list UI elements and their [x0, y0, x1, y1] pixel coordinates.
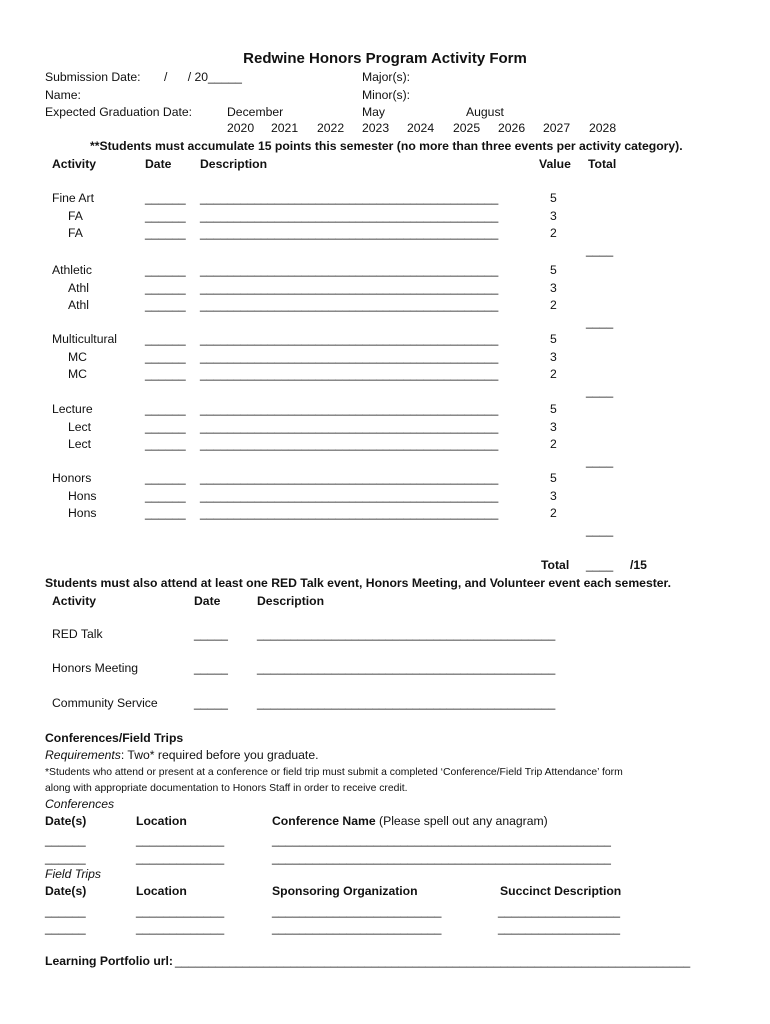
activity-description-field[interactable]: ____________________________________________ — [200, 402, 499, 416]
category-subrow-label: Athl — [68, 298, 90, 312]
point-value: 2 — [550, 226, 557, 240]
point-value: 5 — [550, 471, 557, 485]
event-date-field[interactable]: _____ — [194, 661, 228, 675]
event-date-field[interactable]: _____ — [194, 696, 228, 710]
category-subrow-label: Hons — [68, 506, 97, 520]
point-value: 3 — [550, 350, 557, 364]
portfolio-label: Learning Portfolio url: — [45, 954, 173, 968]
term-may[interactable]: May — [362, 105, 386, 119]
trip-date-field[interactable]: ______ — [45, 904, 86, 918]
point-value: 5 — [550, 263, 557, 277]
portfolio-url-field[interactable]: ____________________________________________________________________________ — [175, 954, 691, 968]
year-option[interactable]: 2022 — [317, 121, 345, 135]
activity-description-field[interactable]: ____________________________________________ — [200, 437, 499, 451]
column-header-activity: Activity — [52, 157, 97, 171]
minors-label: Minor(s): — [362, 88, 411, 102]
year-option[interactable]: 2021 — [271, 121, 299, 135]
activity-date-field[interactable]: ______ — [145, 209, 186, 223]
category-name: Athletic — [52, 263, 92, 277]
activity-description-field[interactable]: ____________________________________________ — [200, 209, 499, 223]
term-december[interactable]: December — [227, 105, 284, 119]
activity-date-field[interactable]: ______ — [145, 191, 186, 205]
event-activity-label: RED Talk — [52, 627, 103, 641]
majors-label: Major(s): — [362, 70, 411, 84]
submission-date-label: Submission Date: — [45, 70, 141, 84]
category-total-field[interactable]: ____ — [586, 315, 614, 329]
sponsoring-org-field[interactable]: _________________________ — [272, 904, 442, 918]
category-subrow-label: MC — [68, 367, 87, 381]
term-august[interactable]: August — [466, 105, 504, 119]
point-value: 5 — [550, 191, 557, 205]
succinct-desc-label: Succinct Description — [500, 884, 622, 898]
activity-description-field[interactable]: ____________________________________________ — [200, 350, 499, 364]
conf-location-label: Location — [136, 814, 187, 828]
activity-description-field[interactable]: ____________________________________________ — [200, 281, 499, 295]
trip-location-label: Location — [136, 884, 187, 898]
point-value: 2 — [550, 298, 557, 312]
point-value: 3 — [550, 489, 557, 503]
sponsoring-org-label: Sponsoring Organization — [272, 884, 418, 898]
activity-date-field[interactable]: ______ — [145, 263, 186, 277]
requirements-text: : Two* required before you graduate. — [120, 748, 319, 762]
attend-note: Students must also attend at least one RED Talk event, Honors Meeting, and Volunteer event each semester. — [45, 576, 672, 590]
trip-location-field[interactable]: _____________ — [136, 921, 225, 935]
sponsoring-org-field[interactable]: _________________________ — [272, 921, 442, 935]
total-label: Total — [541, 558, 570, 572]
activity-description-field[interactable]: ____________________________________________ — [200, 332, 499, 346]
expected-graduation-label: Expected Graduation Date: — [45, 105, 193, 119]
trip-dates-label: Date(s) — [45, 884, 87, 898]
category-total-field[interactable]: ____ — [586, 243, 614, 257]
category-subrow-label: FA — [68, 226, 83, 240]
activity-date-field[interactable]: ______ — [145, 281, 186, 295]
field-trips-subheading: Field Trips — [45, 867, 101, 881]
point-value: 3 — [550, 281, 557, 295]
column-header-total: Total — [588, 157, 617, 171]
requirement-note: **Students must accumulate 15 points this semester (no more than three events per activity category). — [90, 139, 683, 153]
activity-date-field[interactable]: ______ — [145, 506, 186, 520]
activity-description-field[interactable]: ____________________________________________ — [200, 367, 499, 381]
activity-date-field[interactable]: ______ — [145, 489, 186, 503]
conf-location-field[interactable]: _____________ — [136, 833, 225, 847]
conf-name-label-line — [272, 815, 548, 827]
category-total-field[interactable]: ____ — [586, 384, 614, 398]
activity-date-field[interactable]: ______ — [145, 350, 186, 364]
column-header-date: Date — [145, 157, 172, 171]
point-value: 3 — [550, 209, 557, 223]
grand-total-field[interactable]: ____ — [586, 558, 614, 572]
event-description-field[interactable]: ____________________________________________ — [257, 696, 556, 710]
category-name: Honors — [52, 471, 92, 485]
events-header-activity: Activity — [52, 594, 97, 608]
event-description-field[interactable]: ____________________________________________ — [257, 627, 556, 641]
column-header-description: Description — [200, 157, 268, 171]
activity-date-field[interactable]: ______ — [145, 420, 186, 434]
succinct-desc-field[interactable]: __________________ — [498, 921, 621, 935]
column-header-value: Value — [539, 157, 571, 171]
conf-name-field[interactable]: __________________________________________________ — [272, 833, 611, 847]
activity-description-field[interactable]: ____________________________________________ — [200, 471, 499, 485]
activity-description-field[interactable]: ____________________________________________ — [200, 489, 499, 503]
category-name: Lecture — [52, 402, 93, 416]
trip-date-field[interactable]: ______ — [45, 921, 86, 935]
category-subrow-label: Lect — [68, 420, 92, 434]
activity-date-field[interactable]: ______ — [145, 226, 186, 240]
category-subrow-label: FA — [68, 209, 83, 223]
point-value: 3 — [550, 420, 557, 434]
category-name: Fine Art — [52, 191, 94, 205]
year-option[interactable]: 2020 — [227, 121, 255, 135]
category-name: Multicultural — [52, 332, 118, 346]
activity-description-field[interactable]: ____________________________________________ — [200, 506, 499, 520]
activity-date-field[interactable]: ______ — [145, 402, 186, 416]
event-description-field[interactable]: ____________________________________________ — [257, 661, 556, 675]
category-total-field[interactable]: ____ — [586, 454, 614, 468]
point-value: 5 — [550, 402, 557, 416]
event-activity-label: Honors Meeting — [52, 661, 139, 675]
category-subrow-label: Athl — [68, 281, 90, 295]
point-value: 2 — [550, 437, 557, 451]
events-header-date: Date — [194, 594, 221, 608]
point-value: 2 — [550, 506, 557, 520]
conference-note-line2: along with appropriate documentation to Honors Staff in order to receive credit. — [45, 783, 408, 794]
conferences-heading: Conferences/Field Trips — [45, 731, 184, 745]
activity-date-field[interactable]: ______ — [145, 367, 186, 381]
conf-date-field[interactable]: ______ — [45, 851, 86, 865]
activity-date-field[interactable]: ______ — [145, 298, 186, 312]
conf-location-field[interactable]: _____________ — [136, 851, 225, 865]
year-option[interactable]: 2028 — [589, 121, 617, 135]
year-option[interactable]: 2024 — [407, 121, 435, 135]
submission-date-field[interactable]: / / 20_____ — [164, 70, 242, 84]
total-out-of: /15 — [630, 558, 647, 572]
year-option[interactable]: 2026 — [498, 121, 526, 135]
category-subrow-label: Lect — [68, 437, 92, 451]
events-header-description: Description — [257, 594, 325, 608]
category-subrow-label: MC — [68, 350, 87, 364]
conf-dates-label: Date(s) — [45, 814, 87, 828]
point-value: 2 — [550, 367, 557, 381]
conf-name-field[interactable]: __________________________________________________ — [272, 851, 611, 865]
activity-description-field[interactable]: ____________________________________________ — [200, 226, 499, 240]
activity-description-field[interactable]: ____________________________________________ — [200, 298, 499, 312]
requirements-label: Requirements — [45, 748, 121, 762]
event-date-field[interactable]: _____ — [194, 627, 228, 641]
activity-date-field[interactable]: ______ — [145, 332, 186, 346]
trip-location-field[interactable]: _____________ — [136, 904, 225, 918]
year-option[interactable]: 2023 — [362, 121, 390, 135]
name-label: Name: — [45, 88, 81, 102]
succinct-desc-field[interactable]: __________________ — [498, 904, 621, 918]
activity-description-field[interactable]: ____________________________________________ — [200, 420, 499, 434]
year-option[interactable]: 2025 — [453, 121, 481, 135]
activity-date-field[interactable]: ______ — [145, 471, 186, 485]
conf-name-hint: (Please spell out any anagram) — [375, 814, 548, 828]
category-subrow-label: Hons — [68, 489, 97, 503]
form-title: Redwine Honors Program Activity Form — [243, 50, 527, 67]
conferences-subheading: Conferences — [45, 797, 115, 811]
event-activity-label: Community Service — [52, 696, 158, 710]
activity-date-field[interactable]: ______ — [145, 437, 186, 451]
conference-note-line1: *Students who attend or present at a conference or field trip must submit a completed ‘Conference/Field Trip Attendance’ form — [45, 767, 623, 778]
activity-description-field[interactable]: ____________________________________________ — [200, 263, 499, 277]
conf-date-field[interactable]: ______ — [45, 833, 86, 847]
requirements-line — [45, 749, 319, 761]
category-total-field[interactable]: ____ — [586, 523, 614, 537]
year-option[interactable]: 2027 — [543, 121, 571, 135]
activity-description-field[interactable]: ____________________________________________ — [200, 191, 499, 205]
point-value: 5 — [550, 332, 557, 346]
conf-name-label: Conference Name — [272, 814, 376, 828]
